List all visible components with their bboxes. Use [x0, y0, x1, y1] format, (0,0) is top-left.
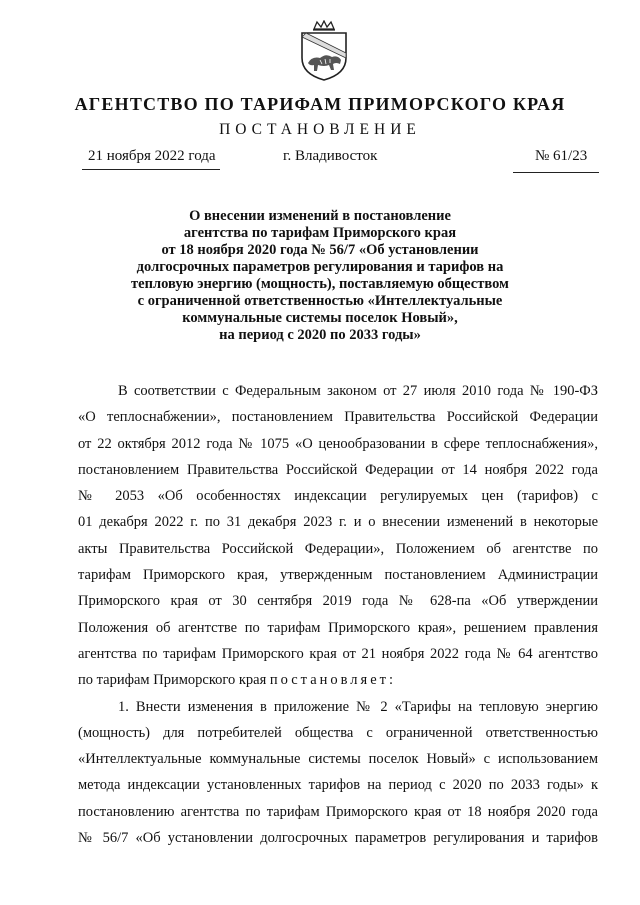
- document-date: 21 ноября 2022 года: [88, 148, 216, 164]
- body-line: (мощность) для потребителей общества с ограниченной ответственностью: [78, 724, 598, 741]
- body-line: [78, 667, 598, 693]
- body-line: акты Правительства Российской Федерации», Положением об агентстве по: [78, 540, 598, 557]
- paragraph-item-1: [78, 694, 598, 852]
- date-underline: [82, 169, 220, 170]
- subject-line: О внесении изменений в постановление: [189, 208, 451, 224]
- document-number: № 61/23: [535, 148, 588, 164]
- body-line: 01 декабря 2022 г. по 31 декабря 2023 г. и о внесении изменений в некоторые: [78, 514, 598, 531]
- subject-line: тепловую энергию (мощность), поставляемую обществом: [131, 276, 509, 292]
- document-city: г. Владивосток: [283, 148, 378, 164]
- number-underline: [513, 172, 599, 173]
- body-line: постановлению агентства по тарифам Приморского края от 18 ноября 2020 года: [78, 803, 598, 820]
- body-line: постановлением Правительства Российской Федерации от 14 ноября 2022 года: [78, 461, 598, 478]
- body-line: № 56/7 «Об установлении долгосрочных параметров регулирования и тарифов: [78, 830, 598, 847]
- body-line: «Интеллектуальные коммунальные системы поселок Новый» с использованием: [78, 751, 598, 768]
- subject-line: от 18 ноября 2020 года № 56/7 «Об установлении: [161, 242, 479, 258]
- subject-line: на период с 2020 по 2033 годы»: [219, 327, 421, 343]
- body-line: агентства по тарифам Приморского края от 21 ноября 2022 года № 64 агентство: [78, 645, 598, 662]
- body-line: от 22 октября 2012 года № 1075 «О ценообразовании в сфере теплоснабжения»,: [78, 435, 598, 452]
- coat-of-arms-icon: [298, 20, 350, 82]
- body-text: по тарифам Приморского края: [78, 672, 270, 689]
- document-body: [78, 378, 598, 851]
- subject-line: долгосрочных параметров регулирования и тарифов на: [136, 259, 504, 275]
- document-type: ПОСТАНОВЛЕНИЕ: [219, 121, 421, 138]
- body-line: тарифам Приморского края, утвержденным постановлением Администрации: [78, 567, 598, 584]
- body-line: Приморского края от 30 сентября 2019 года № 628-па «Об утверждении: [78, 593, 598, 610]
- body-line: метода индексации установленных тарифов на период с 2020 по 2033 годы» к: [78, 777, 598, 794]
- body-line: 1. Внести изменения в приложение № 2 «Тарифы на тепловую энергию: [118, 698, 598, 715]
- agency-title: АГЕНТСТВО ПО ТАРИФАМ ПРИМОРСКОГО КРАЯ: [74, 94, 566, 114]
- document-subject: [130, 208, 510, 344]
- subject-line: агентства по тарифам Приморского края: [183, 225, 457, 241]
- body-line: Положения об агентстве по тарифам Приморского края», решением правления: [78, 619, 598, 636]
- paragraph-preamble: [78, 378, 598, 694]
- body-line: № 2053 «Об особенностях индексации регулируемых цен (тарифов) с: [78, 488, 598, 505]
- resolution-word: постановляет:: [269, 672, 397, 689]
- subject-line: с ограниченной ответственностью «Интеллектуальные: [137, 293, 503, 309]
- body-line: В соответствии с Федеральным законом от 27 июля 2010 года № 190-ФЗ: [118, 383, 598, 399]
- body-line: «О теплоснабжении», постановлением Правительства Российской Федерации: [78, 409, 598, 426]
- subject-line: коммунальные системы поселок Новый»,: [182, 310, 458, 326]
